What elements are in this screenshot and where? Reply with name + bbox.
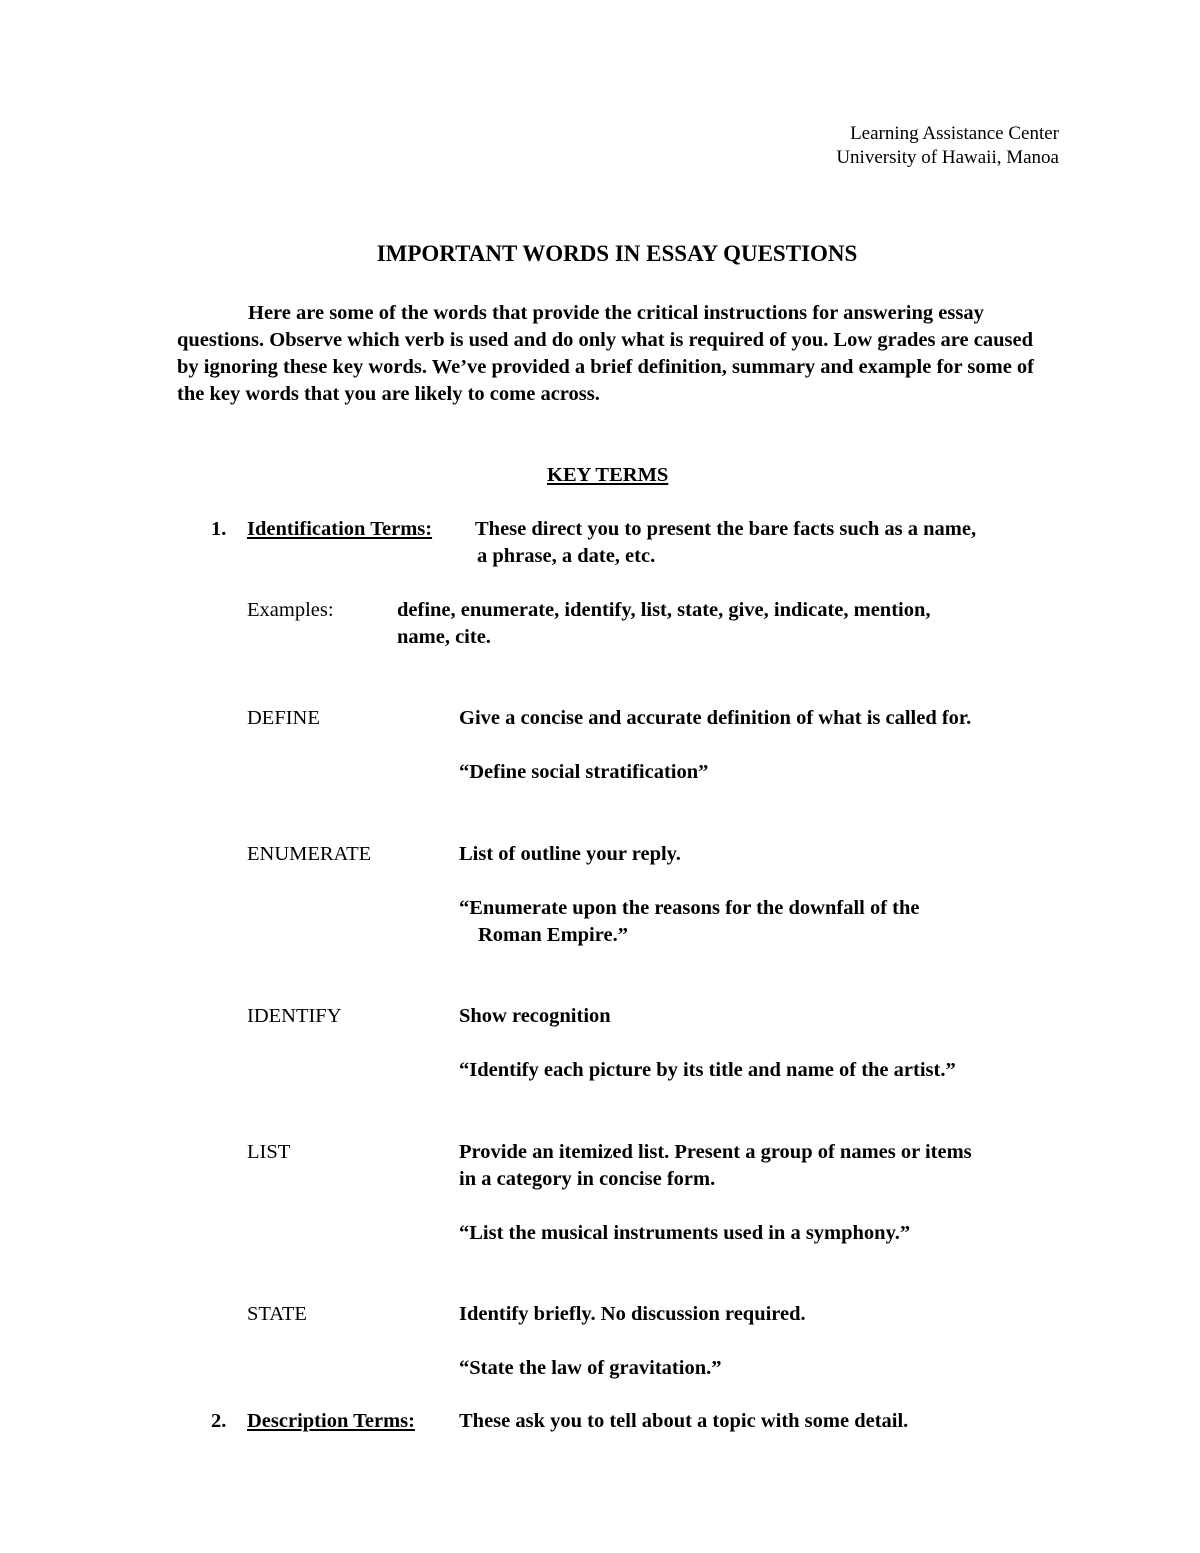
term-state: STATE xyxy=(247,1303,307,1325)
term-define: DEFINE xyxy=(247,707,320,729)
term-enumerate-definition: List of outline your reply. xyxy=(459,843,681,865)
section1-desc-line1: These direct you to present the bare facts such as a name, xyxy=(475,518,977,540)
examples-line2: name, cite. xyxy=(397,626,491,648)
term-enumerate: ENUMERATE xyxy=(247,843,372,865)
intro-paragraph xyxy=(177,300,1057,408)
term-list-definition-line2: in a category in concise form. xyxy=(459,1168,716,1190)
term-define-example: “Define social stratification” xyxy=(459,761,709,783)
section1-desc-line2: a phrase, a date, etc. xyxy=(477,545,656,567)
term-define-definition: Give a concise and accurate definition of what is called for. xyxy=(459,707,972,729)
page-title: IMPORTANT WORDS IN ESSAY QUESTIONS xyxy=(376,241,858,266)
intro-text: Here are some of the words that provide the critical instructions for answering essay questions. Observe which verb is used and do only what is required of you. Low grades are caused by ignoring these key words. We’ve provided a brief definition, summary and example for some of the key words that you are likely to come across. xyxy=(177,302,1035,405)
term-state-definition: Identify briefly. No discussion required. xyxy=(459,1303,806,1325)
section2-label: Description Terms: xyxy=(247,1410,415,1432)
key-terms-heading: KEY TERMS xyxy=(547,464,669,486)
examples-label: Examples: xyxy=(247,599,334,621)
section1-number: 1. xyxy=(211,518,227,540)
section1-label: Identification Terms: xyxy=(247,518,433,540)
section2-desc: These ask you to tell about a topic with some detail. xyxy=(459,1410,909,1432)
term-state-example: “State the law of gravitation.” xyxy=(459,1357,722,1379)
section2-number: 2. xyxy=(211,1410,227,1432)
header-institution-line1: Learning Assistance Center xyxy=(850,123,1059,144)
examples-line1: define, enumerate, identify, list, state, give, indicate, mention, xyxy=(397,599,931,621)
term-identify-definition: Show recognition xyxy=(459,1005,611,1027)
term-list: LIST xyxy=(247,1141,291,1163)
term-list-definition-line1: Provide an itemized list. Present a group of names or items xyxy=(459,1141,972,1163)
header-institution-line2: University of Hawaii, Manoa xyxy=(836,147,1059,168)
term-identify-example: “Identify each picture by its title and name of the artist.” xyxy=(459,1059,956,1081)
term-enumerate-example-line1: “Enumerate upon the reasons for the downfall of the xyxy=(459,897,920,919)
term-enumerate-example-line2: Roman Empire.” xyxy=(478,924,628,946)
term-list-example: “List the musical instruments used in a symphony.” xyxy=(459,1222,911,1244)
term-identify: IDENTIFY xyxy=(247,1005,342,1027)
